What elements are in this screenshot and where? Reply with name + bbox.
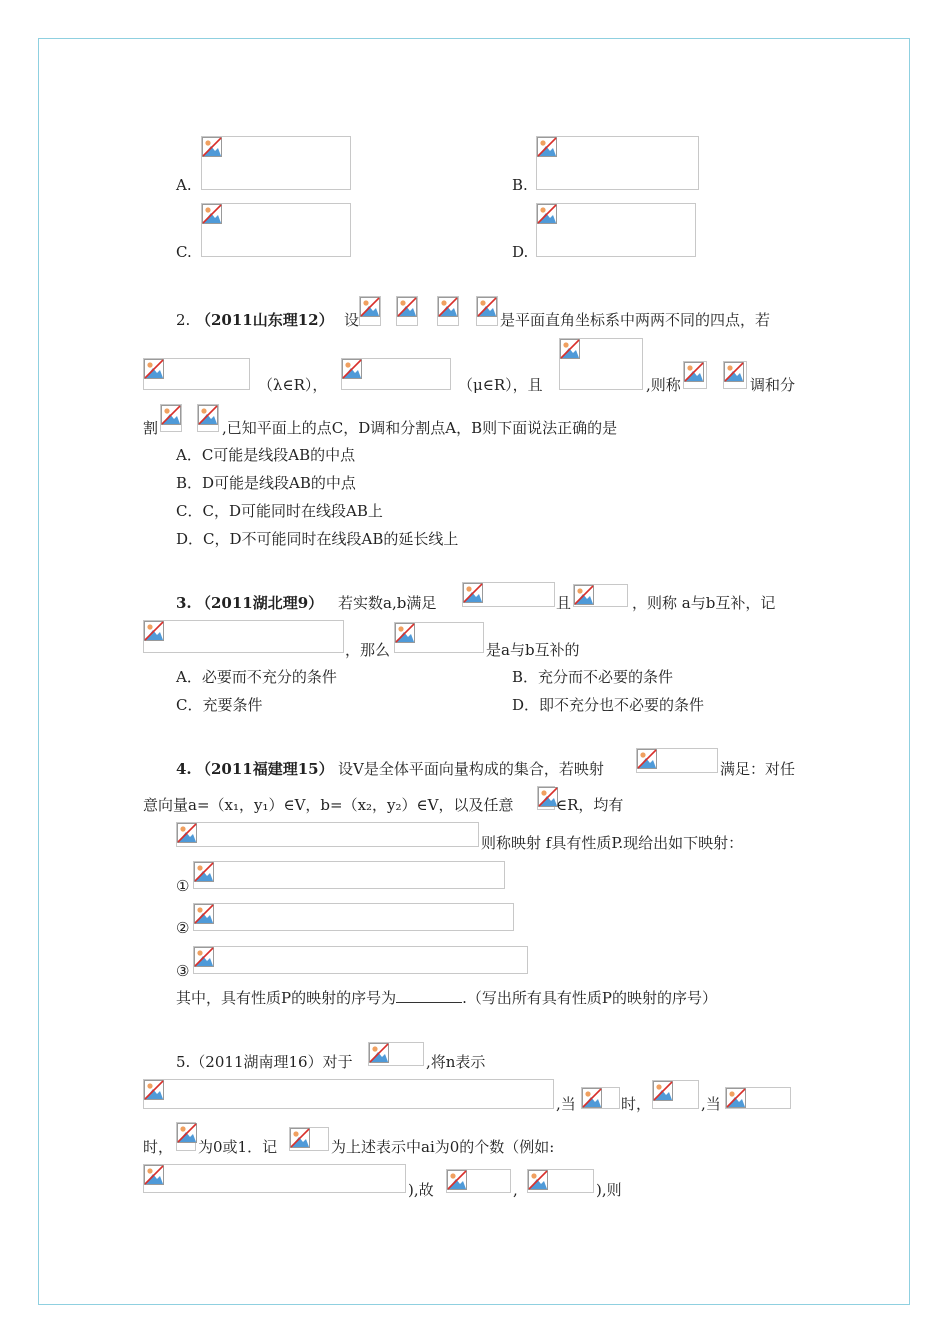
formula-image bbox=[197, 404, 219, 432]
formula-image bbox=[581, 1087, 620, 1109]
formula-image bbox=[341, 358, 451, 390]
broken-image-icon bbox=[342, 359, 362, 379]
q3-option-c: C．充要条件 bbox=[176, 696, 263, 714]
q2-text: 设 bbox=[344, 311, 360, 329]
formula-image bbox=[394, 622, 484, 653]
formula-image bbox=[573, 584, 628, 607]
formula-image bbox=[559, 338, 643, 390]
broken-image-icon bbox=[537, 137, 557, 157]
q3-option-b: B．充分而不必要的条件 bbox=[512, 668, 674, 686]
q2-source: （2011山东理12） bbox=[196, 311, 334, 329]
q5-text: ,当 bbox=[556, 1095, 576, 1113]
q2-option-a: A．C可能是线段AB的中点 bbox=[176, 446, 356, 464]
broken-image-icon bbox=[202, 204, 222, 224]
formula-image bbox=[437, 296, 459, 326]
broken-image-icon bbox=[438, 297, 458, 317]
q4-text: 满足：对任 bbox=[720, 760, 796, 778]
broken-image-icon bbox=[177, 823, 197, 843]
formula-image bbox=[176, 1122, 196, 1151]
formula-image bbox=[723, 361, 747, 389]
broken-image-icon bbox=[194, 947, 214, 967]
formula-image bbox=[536, 203, 696, 257]
formula-image bbox=[396, 296, 418, 326]
q2-number: 2. bbox=[176, 311, 191, 329]
formula-image bbox=[201, 136, 351, 190]
broken-image-icon bbox=[528, 1170, 548, 1190]
formula-image bbox=[446, 1169, 511, 1193]
q4-answer-note: .（写出所有具有性质P的映射的序号） bbox=[462, 989, 717, 1007]
q4-answer-text: 其中，具有性质P的映射的序号为 bbox=[176, 989, 397, 1007]
q3-number: 3. bbox=[176, 594, 192, 612]
broken-image-icon bbox=[447, 1170, 467, 1190]
broken-image-icon bbox=[161, 405, 181, 425]
formula-image bbox=[193, 861, 505, 889]
broken-image-icon bbox=[144, 1165, 164, 1185]
formula-image bbox=[725, 1087, 791, 1109]
q4-choice-2: ② bbox=[176, 919, 190, 937]
q2-text: 是平面直角坐标系中两两不同的四点，若 bbox=[500, 311, 771, 329]
q4-choice-3: ③ bbox=[176, 962, 190, 980]
q2-text: ,已知平面上的点C，D调和分割点A，B则下面说法正确的是 bbox=[222, 419, 618, 437]
q1-option-d-label: D. bbox=[512, 243, 529, 261]
broken-image-icon bbox=[582, 1088, 602, 1108]
answer-blank[interactable] bbox=[396, 988, 462, 1003]
q3-text: ，则称 a与b互补，记 bbox=[632, 594, 776, 612]
broken-image-icon bbox=[724, 362, 744, 382]
q2-option-b: B．D可能是线段AB的中点 bbox=[176, 474, 356, 492]
q5-text: 时， bbox=[143, 1138, 174, 1156]
broken-image-icon bbox=[144, 1080, 164, 1100]
formula-image bbox=[652, 1080, 699, 1109]
q2-text: 割 bbox=[143, 419, 159, 437]
page-border bbox=[38, 38, 910, 1305]
broken-image-icon bbox=[684, 362, 704, 382]
q4-text: ∈R，均有 bbox=[556, 796, 624, 814]
broken-image-icon bbox=[477, 297, 497, 317]
q5-text: ),故 bbox=[408, 1181, 434, 1199]
q4-answer-prompt bbox=[176, 988, 717, 1008]
broken-image-icon bbox=[637, 749, 657, 769]
broken-image-icon bbox=[726, 1088, 746, 1108]
q5-text: 为上述表示中ai为0的个数（例如: bbox=[331, 1138, 555, 1156]
q4-text: 意向量a=（x₁，y₁）∈V，b=（x₂，y₂）∈V，以及任意 bbox=[143, 796, 514, 814]
q3-text: 且 bbox=[556, 594, 572, 612]
formula-image bbox=[527, 1169, 594, 1193]
q3-option-d: D．即不充分也不必要的条件 bbox=[512, 696, 705, 714]
q4-text: 设V是全体平面向量构成的集合，若映射 bbox=[338, 760, 604, 778]
q2-text: （λ∈R）， bbox=[258, 376, 328, 394]
q5-text: 5.（2011湖南理16）对于 bbox=[176, 1053, 353, 1071]
q5-text: ,当 bbox=[701, 1095, 721, 1113]
formula-image bbox=[201, 203, 351, 257]
formula-image bbox=[193, 946, 528, 974]
q4-source: （2011福建理15） bbox=[196, 760, 334, 778]
broken-image-icon bbox=[198, 405, 218, 425]
q3-source: （2011湖北理9） bbox=[196, 594, 324, 612]
q1-option-a-label: A. bbox=[176, 176, 192, 194]
q3-option-a: A．必要而不充分的条件 bbox=[176, 668, 337, 686]
formula-image bbox=[176, 822, 479, 847]
broken-image-icon bbox=[653, 1081, 673, 1101]
formula-image bbox=[368, 1042, 424, 1066]
broken-image-icon bbox=[538, 787, 558, 807]
q4-text: 则称映射 f具有性质P.现给出如下映射： bbox=[481, 834, 744, 852]
formula-image bbox=[143, 1079, 554, 1109]
broken-image-icon bbox=[537, 204, 557, 224]
formula-image bbox=[289, 1127, 329, 1151]
broken-image-icon bbox=[574, 585, 594, 605]
broken-image-icon bbox=[144, 621, 164, 641]
q3-text: 是a与b互补的 bbox=[486, 641, 580, 659]
q5-text: ),则 bbox=[596, 1181, 622, 1199]
broken-image-icon bbox=[360, 297, 380, 317]
broken-image-icon bbox=[144, 359, 164, 379]
q1-option-b-label: B. bbox=[512, 176, 528, 194]
q5-text: 时， bbox=[621, 1095, 652, 1113]
formula-image bbox=[462, 582, 555, 607]
formula-image bbox=[537, 786, 555, 810]
q3-text: 若实数a,b满足 bbox=[338, 594, 437, 612]
q5-text: 为0或1．记 bbox=[198, 1138, 278, 1156]
q2-text: （μ∈R），且 bbox=[458, 376, 543, 394]
q2-text: ,则称 bbox=[646, 376, 681, 394]
broken-image-icon bbox=[290, 1128, 310, 1148]
q2-text: 调和分 bbox=[750, 376, 796, 394]
q1-option-c-label: C. bbox=[176, 243, 192, 261]
q2-option-d: D．C，D不可能同时在线段AB的延长线上 bbox=[176, 530, 459, 548]
formula-image bbox=[536, 136, 699, 190]
q5-text: , bbox=[513, 1181, 518, 1199]
formula-image bbox=[193, 903, 514, 931]
formula-image bbox=[636, 748, 718, 773]
broken-image-icon bbox=[202, 137, 222, 157]
broken-image-icon bbox=[177, 1123, 197, 1143]
q5-text: ,将n表示 bbox=[426, 1053, 486, 1071]
broken-image-icon bbox=[397, 297, 417, 317]
q4-choice-1: ① bbox=[176, 877, 190, 895]
q3-text: ，那么 bbox=[345, 641, 391, 659]
broken-image-icon bbox=[463, 583, 483, 603]
formula-image bbox=[683, 361, 707, 389]
broken-image-icon bbox=[194, 862, 214, 882]
formula-image bbox=[476, 296, 498, 326]
formula-image bbox=[143, 620, 344, 653]
formula-image bbox=[160, 404, 182, 432]
broken-image-icon bbox=[369, 1043, 389, 1063]
broken-image-icon bbox=[194, 904, 214, 924]
q2-option-c: C．C，D可能同时在线段AB上 bbox=[176, 502, 383, 520]
formula-image bbox=[143, 1164, 406, 1193]
q4-number: 4. bbox=[176, 760, 192, 778]
formula-image bbox=[143, 358, 250, 390]
broken-image-icon bbox=[560, 339, 580, 359]
broken-image-icon bbox=[395, 623, 415, 643]
formula-image bbox=[359, 296, 381, 326]
